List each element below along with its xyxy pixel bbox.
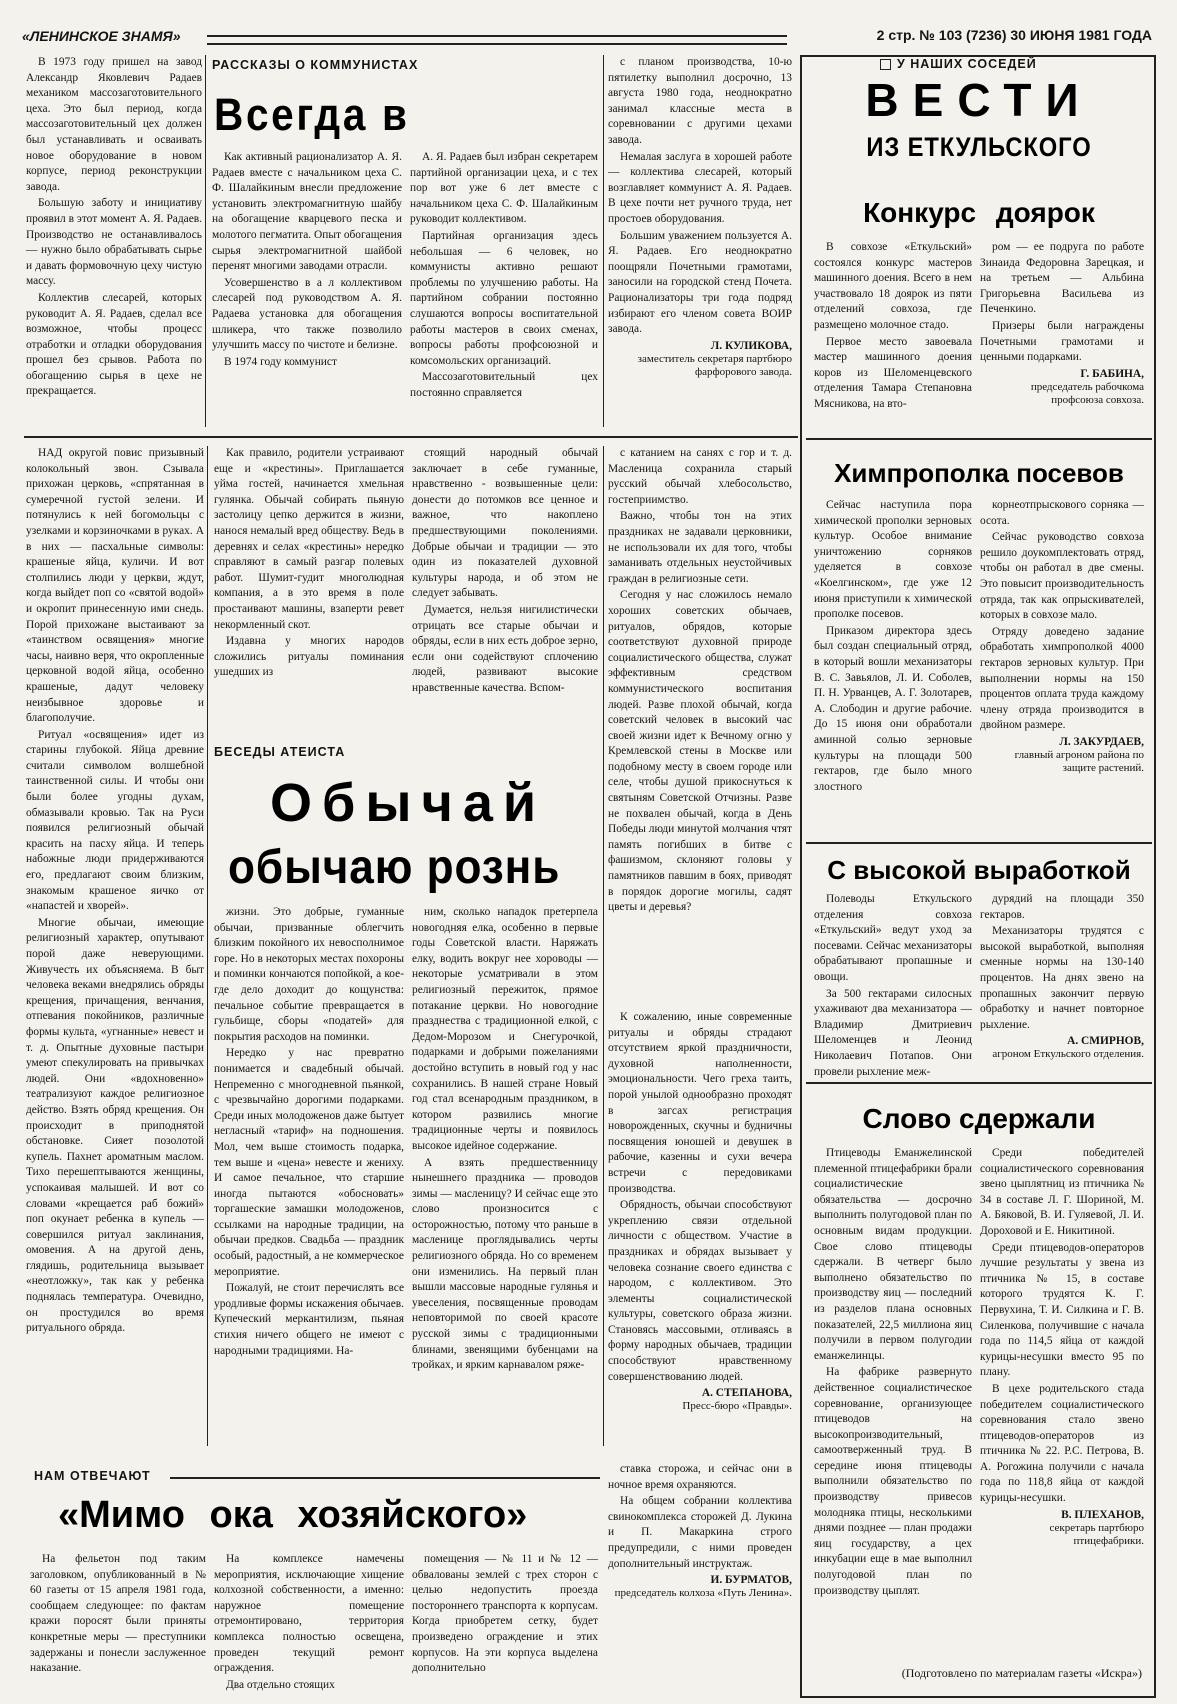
article1-title: Конкурс доярок — [863, 197, 1095, 228]
paragraph: Большим уважением пользуется А. Я. Радаев. Его неоднократно поощряли Почетными грамотами, заносили на городской стенд Почета. Рационализаторы три года подряд избирают его членом совета ВОИР завода. — [608, 229, 792, 336]
paragraph: Два отдельно стоящих — [226, 1678, 335, 1691]
paragraph: Сейчас наступила пора химической прополки зерновых культур. Особое внимание уничтожению сорняков уделяется в совхозе «Коелгинском», где уже 12 июня приступили к химической прополке посевов. — [814, 499, 972, 621]
paragraph: НАД округой повис призывный колокольный звон. Сзывала прихожан церковь, «спрятанная в сумеречной густой зелени. И потянулись к ней богомольцы с узелками и корзиночками в руках. А в них — пасхальные символы: крашеные яйца, куличи. И вот столпились люди у церкви, ждут, когда выйдет поп со «святой водой» и окропит принесенную ими снедь. Порой прихожане выстаивают за «таинством освящения» многие часы, наивно веря, что окропленные церковной водой яйца, особенно крашеные, дадут человеку неизбывное здоровье и благополучие. — [26, 447, 204, 725]
paragraph: В совхозе «Еткульский» состоялся конкурс мастеров машинного доения. Всего в нем участвовало 18 доярок из пяти отделений совхоза, где размещено молочное стадо. — [814, 241, 972, 331]
article4-column-a — [814, 1146, 972, 1658]
article2-column-b — [980, 498, 1144, 838]
story1-signature: Л. КУЛИКОВА, — [710, 339, 792, 352]
article4-title: Слово сдержали — [862, 1103, 1096, 1134]
horizontal-rule — [24, 436, 798, 438]
square-icon — [880, 59, 891, 70]
paragraph: Сейчас руководство совхоза решило доукомплектовать отряд, чтобы он работал в две смены. Это повысит производительность отряда, так как опрыскивателей, которых в совхозе мало. — [980, 531, 1144, 622]
article4-signature-role: секретарь партбюро птицефабрики. — [1049, 1521, 1144, 1547]
paper-name: «ЛЕНИНСКОЕ ЗНАМЯ» — [22, 28, 185, 44]
paragraph: За 500 гектарами силосных ухаживают два механизатора — Владимир Дмитриевич Шеломенцев и Леонид Николаевич Потапов. Они провели рыхление меж- — [814, 987, 972, 1078]
article2-signature-role: главный агроном района по защите растений. — [1014, 748, 1144, 774]
column-rule — [205, 55, 206, 427]
paragraph: Издавна у многих народов сложились ритуалы поминания ушедших из — [214, 635, 404, 679]
story3-column-d — [608, 1462, 792, 1700]
paragraph: Как активный рационализатор А. Я. Радаев вместе с начальником цеха С. Ф. Шалайкиным внесли предложение установить электромагнитную шайбу на обогащение кварцевого песка и молотого пегматита. Опыт обогащения сырья электромагнитной шайбой перенят многими заводами отрасли. — [212, 151, 402, 273]
horizontal-rule — [806, 1082, 1152, 1084]
article1-signature: Г. БАБИНА, — [1080, 367, 1144, 380]
story1-column-b — [212, 150, 402, 430]
story1-column-c — [410, 150, 598, 430]
paragraph: Среди птицеводов-операторов лучшие результаты у звена из птичника № 15, в составе которого трудятся К. Г. Первухина, Т. И. Силкина и Г. В. Силенкова, получившие с начала года по 114,5 яйца от каждой курицы-несушки вместо 95 по плану. — [980, 1241, 1144, 1379]
paragraph: В 1974 году коммунист — [224, 355, 337, 368]
horizontal-rule — [806, 438, 1152, 440]
paragraph: Первое место завоевала мастер машинного доения коров из Шеломенцевского отделения Тамара Степановна Мясникова, на вто- — [814, 335, 972, 410]
paragraph: К сожалению, иные современные ритуалы и обряды страдают отсутствием яркой праздничности, духовной наполненности, эмоциональности. Чего греха таить, порой унылой однообразно проходят в загсах регистрация новорожденных, скучны и будничны посвящения юношей и девушек в рабочие, казенны и сухи вечера встречи с передовиками производства. — [608, 1011, 792, 1195]
paragraph: Полеводы Еткульского отделения совхоза «Еткульский» ведут уход за посевами. Сейчас механизаторы обрабатывают пропашные и овощи. — [814, 893, 972, 983]
paragraph: стоящий народный обычай заключает в себе гуманные, нравственно - возвышенные цели: донести до потомков все ценное и важное, что накоплено предшествующими поколениями. Добрые обычаи и традиции — это один из показателей духовной культуры народа, и об этом не следует забывать. — [412, 447, 598, 600]
story2-rubric: БЕСЕДЫ АТЕИСТА — [214, 745, 346, 759]
story2-column-d — [608, 446, 792, 1006]
article3-column-b — [980, 892, 1144, 1078]
article4-signature: В. ПЛЕХАНОВ, — [1061, 1508, 1144, 1521]
paragraph: с катанием на санях с гор и т. д. Масленица сохранила старый русский обычай хлебосольство, гостеприимство. — [608, 447, 792, 506]
paragraph: На комплексе намечены мероприятия, исключающие хищение колхозной собственности, а именно: наружное помещение отремонтировано, территория комплекса полностью освещена, проведен текущий ремонт ограждения. — [214, 1553, 404, 1675]
sidebar-title-line1: ВЕСТИ — [865, 74, 1093, 126]
masthead-rule — [207, 35, 787, 45]
story2-lower-column-c — [412, 905, 598, 1445]
paragraph: Отряду доведено задание обработать химпрополкой 4000 гектаров зерновых культур. При выполнении нормы на 150 процентов оплата труда каждому члену отряда производится в двойном размере. — [980, 625, 1144, 732]
sidebar-title-line2: ИЗ ЕТКУЛЬСКОГО — [866, 132, 1092, 162]
article2-title: Химпрополка посевов — [834, 458, 1124, 488]
paragraph: ставка сторожа, и сейчас они в ночное время охраняются. — [608, 1463, 792, 1491]
sidebar-rubric-label: У НАШИХ СОСЕДЕЙ — [897, 57, 1037, 71]
story1-column-a — [26, 55, 202, 427]
paragraph: Приказом директора здесь был создан специальный отряд, в который вошли механизаторы В. С. Завьялов, Л. И. Соболев, П. Н. Урванцев, А. Г. Золотарев, А. Слободин и другие рабочие. До 15 июня они обработали аминной солью зерновые культуры на площади 500 гектаров, где было много злостного — [814, 624, 972, 793]
article4-column-b — [980, 1146, 1144, 1658]
story3-column-b — [214, 1552, 404, 1700]
story1-signature-role: заместитель секретаря партбюро фарфорового завода. — [637, 352, 792, 378]
article3-signature: А. СМИРНОВ, — [1067, 1035, 1144, 1048]
paragraph: Думается, нельзя нигилистически отрицать все старые обычаи и обряды, если в них есть доброе зерно, если они содействуют сплочению людей, развивают высокие нравственные качества. Вспом- — [412, 603, 598, 694]
story3-signature: И. БУРМАТОВ, — [710, 1574, 792, 1587]
paragraph: жизни. Это добрые, гуманные обычаи, призванные облегчить близким покойного их невосполнимое горе. Но в некоторых местах похороны и поминки кончаются попойкой, а кое-где дело доходит до кощунства: печальное событие превращается в гульбище, сборы «податей» для покрытия расходов на поминки. — [214, 906, 404, 1043]
paragraph: В цехе родительского стада победителем социалистического соревнования стало звено птицеводов-операторов из птичника № 22. Р.С. Петрова, В. А. Рогожина получили с начала года по 118,8 яйца от каждой курицы-несушки. — [980, 1382, 1144, 1505]
article1-column-b — [980, 240, 1144, 432]
paragraph: На общем собрании коллектива свинокомплекса сторожей Д. Лукина и П. Макаркина строго предупредили, с ними проведен дополнительный инструктаж. — [608, 1495, 792, 1570]
paragraph: Механизаторы трудятся с высокой выработкой, выполняя сменные нормы на 130-140 процентов. На днях звено на пропашных закончит первую обработку и начнет повторное рыхление. — [980, 925, 1144, 1031]
column-rule — [603, 55, 604, 427]
article1-signature-role: председатель рабочкома профсоюза совхоза. — [1030, 380, 1144, 406]
paragraph: Сегодня у нас сложилось немало хороших советских обычаев, ритуалов, обрядов, которые соответствуют духовной природе социалистического общества, служат эффективным средством коммунистического воспитания людей. Разве плохой обычай, когда советский человек в высокий час своей жизни идет к Вечному огню у Кремлевской стены в Москве или подобному месту в своем городе или селе, чтобы душой прикоснуться к святыням Советской Отчизны. Разве не похвален обычай, когда в День Победы люди минутой молчания чтят память погибших в битве с фашизмом, склоняют головы у памятников павшим в боях, приводят в порядок дорогие могилы, садят цветы и деревья? — [608, 589, 792, 914]
story2-column-c — [412, 446, 598, 730]
story2-title-line2: обычаю рознь — [228, 841, 561, 894]
story3-signature-role: председатель колхоза «Путь Ленина». — [614, 1587, 792, 1600]
paragraph: Немалая заслуга в хорошей работе — коллектива слесарей, который возглавляет коммунист А. Я. Радаев. В цехе почти нет ручного труда, нет простоев оборудования. — [608, 150, 792, 225]
paragraph: Птицеводы Еманжелинской племенной птицефабрики брали социалистические обязательства — досрочно выполнить полугодовой план по основным видам продукции. Свое слово птицеводы сдержали. В четверг было выполнено обязательство по производству яиц — последний из разделов плана основных показателей, 22,5 миллиона яиц получили в первом полугодии еманжелинцы. — [814, 1147, 972, 1362]
paragraph: В 1973 году пришел на завод Александр Яковлевич Радаев механиком массозаготовительного цеха. Это был период, когда массозаготовительный цех должен был устанавливать и осваивать новое оборудование в новом корпусе, период реконструкции завода. — [26, 56, 202, 193]
story2-signature-role: Пресс-бюро «Правды». — [682, 1400, 792, 1413]
paragraph: Партийная организация здесь небольшая — 6 человек, но коммунисты активно решают проблемы по улучшению работы. На партийном собрании постоянно слушаются вопросы воспитательной работы мастеров в своих сменах, вопросы работы профсоюзной и комсомольских организаций. — [410, 229, 598, 367]
story2-lower-column-d — [608, 1010, 792, 1446]
paragraph: с планом производства, 10-ю пятилетку выполнил досрочно, 13 августа 1980 года, неоднократно занимал классные места в соревновании с другими цехами завода. — [608, 56, 792, 146]
paragraph: На фабрике развернуто действенное социалистическое соревнование, организующее птицеводов на высокопроизводительный, самоотверженный труд. В середине июня птицеводы выполнили обязательство по производству привесов молодняка птицы, несколькими днями позднее — план продажи яиц государству, а цех инкубации еще в мае выполнил полугодовой план по производству цыплят. — [814, 1366, 972, 1597]
masthead — [22, 27, 1152, 49]
paragraph: Среди победителей социалистического соревнования звено цыплятниц из птичника № 34 в составе Л. Г. Шориной, М. А. Бяковой, В. И. Гуляевой, Л. И. Дороховой и Е. Никитиной. — [980, 1147, 1144, 1237]
paragraph: На фельетон под таким заголовком, опубликованный в № 60 газеты от 15 апреля 1981 года, сообщаем следующее: по фактам кражи поросят были приняты конкретные меры — преступники задержаны и понесли заслуженное наказание. — [30, 1553, 206, 1675]
paragraph: ним, сколько нападок претерпела новогодняя елка, особенно в первые годы Советской власти. Наряжать елку, водить вокруг нее хороводы — некоторые усматривали в этом религиозный пережиток, прямое потакание церкви. Но новогодние празднества с традиционной елкой, с Дедом-Морозом и Снегурочкой, подарками и добрыми пожеланиями достойно вступить в новый год у нас сохранились. В нашей стране Новый год стал всенародным праздником, в котором развились многие традиционные черты и появилось высокое идейное содержание. — [412, 906, 598, 1152]
column-rule — [207, 446, 208, 1446]
paragraph: Как правило, родители устраивают еще и «крестины». Приглашается уйма гостей, начинается хмельная гулянка. Обычай собирать пьяную застолицу цепко держится в жизни, нанося немалый вред обществу. Ведь в деревнях и селах «крестины» нередко справляют в самый разгар полевых работ. Шумит-гудит многолюдная компания, а в это время в поле простаивают машины, взаперти ревет некормленный скот. — [214, 447, 404, 631]
paragraph: корнеотпрыскового сорняка — осота. — [980, 499, 1144, 527]
paragraph: дурядий на площади 350 гектаров. — [980, 893, 1144, 921]
story1-column-d — [608, 55, 792, 430]
article3-column-a — [814, 892, 972, 1078]
paragraph: Пожалуй, не стоит перечислять все уродливые формы искажения обычаев. Купеческий меркантилизм, пьяная стихия ничего общего не имеют с народными традициями. На- — [214, 1282, 404, 1357]
column-rule — [603, 446, 604, 1446]
article1-column-a — [814, 240, 972, 432]
story2-lower-column-b — [214, 905, 404, 1445]
paragraph: Большую заботу и инициативу проявил в этот момент А. Я. Радаев. Производство не останавливалось — нужно было обрабатывать сырье и давать формовочную цеху чистую массу. — [26, 197, 202, 288]
paragraph: Обрядность, обычаи способствуют укреплению связи отдельной личности с обществом. Участие в праздниках и обрядах вызывает у человека сознание своего единства с народом, с коллективом. Это элементы социалистической культуры, советского образа жизни. Становясь массовыми, отливаясь в форму народных обычаев, традиции способствуют нравственному совершенствованию людей. — [608, 1199, 792, 1383]
paragraph: ром — ее подруга по работе Зинаида Федоровна Зарецкая, и на третьем — Альбина Григорьевна Васильева из Печенкино. — [980, 241, 1144, 316]
story3-title: «Мимо ока хозяйского» — [58, 1494, 528, 1536]
story2-signature: А. СТЕПАНОВА, — [701, 1387, 792, 1400]
paragraph: Массозаготовительный цех постоянно справляется — [410, 371, 598, 399]
story3-column-c — [412, 1552, 598, 1700]
paragraph: А. Я. Радаев был избран секретарем партийной организации цеха, и с тех пор вот уже 6 лет вместе с начальником цеха С. Ф. Шалайкиным руководит коллективом. — [410, 151, 598, 226]
paragraph: Призеры были награждены Почетными грамотами и ценными подарками. — [980, 319, 1144, 364]
article3-title: С высокой выработкой — [827, 855, 1131, 885]
paragraph: Усовершенство в а л коллективом слесарей под руководством А. Я. Радаева установка для обогащения шликера, что также позволило улучшить массу по чистоте и белизне. — [212, 276, 402, 352]
story2-title-line1: Обычай — [270, 773, 547, 833]
article2-signature: Л. ЗАКУРДАЕВ, — [1059, 735, 1144, 748]
paragraph: Многие обычаи, имеющие религиозный характер, опутывают порой даже неверующими. Живучесть их объясняема. В быт человека веками внедрялись обряды крещения, причащения, венчания, отпевания покойников, различные формы культа, «угнанные» невест и т. д. Опытные духовные пастыри умеют спекулировать на привычках людей. Они «вдохновенно» театрализуют каждое религиозное действо. Взять обряд крещения. Он происходит в приподнятой обстановке. Сияет позолотой купель. Пахнет ароматным маслом. Тихо перешептываются женщины, успокаивая малышей. И вот со словами «крещается раб божий» поп окунает ребенка в купель — совершился ритуал заклинания, омовения. А на другой день, глядишь, родительница вызывает «неотложку», так как у ребенка поднялась температура. Очевидно, он простудился во время ритуального обряда. — [26, 916, 204, 1335]
article2-column-a — [814, 498, 972, 838]
issue-line: 2 стр. № 103 (7236) 30 ИЮНЯ 1981 ГОДА — [876, 27, 1152, 43]
story1-title: Всегда в — [214, 89, 410, 140]
story3-rubric: НАМ ОТВЕЧАЮТ — [34, 1469, 174, 1485]
story2-column-a — [26, 446, 204, 1446]
story3-column-a — [30, 1552, 206, 1700]
sidebar-footer-note: (Подготовлено по материалам газеты «Искра») — [901, 1666, 1142, 1680]
paragraph: Коллектив слесарей, которых руководит А. Я. Радаев, сделал все возможное, чтобы процесс отработки и отладки оборудования прошел без срывов. Работа по обогащению сырья в цехе не прекращается. — [26, 291, 202, 398]
story2-column-b — [214, 446, 404, 730]
horizontal-rule — [170, 1477, 600, 1479]
paragraph: Нередко у нас превратно понимается и свадебный обычай. Непременно с многодневной пьянкой, с чрезвычайно дорогими подарками. Среди иных молодоженов даже бытует негласный «тариф» на подношения. Мол, чем выше стоимость подарка, тем выше и «цена» невесте и жениху. И самое печальное, что старшие иногда пытаются «обосновать» торгашеские замашки молодоженов, ссылками на народные традиции, на обычаи предков. Свадьба — праздник особый, радостный, а не коммерческое мероприятие. — [214, 1047, 404, 1278]
story1-rubric: РАССКАЗЫ О КОММУНИСТАХ — [212, 58, 419, 72]
paragraph: Ритуал «освящения» идет из старины глубокой. Яйца древние считали символом волшебной таинственной силы. И чтобы они были более угодны духам, обмазывали кровью. Так на Руси появился религиозный обычай красить на пасху яйца. И теперь набожные люди придерживаются его, предлагают своим близким, знакомым крашеное яичко от «напастей и хворей». — [26, 728, 204, 913]
paragraph: Важно, чтобы тон на этих праздниках не задавали церковники, не использовали их для того, чтобы заманивать отдельных неустойчивых граждан в религиозные сети. — [608, 510, 792, 585]
paragraph: помещения — № 11 и № 12 — обвалованы землей с трех сторон с целью недопустить проезда постороннего транспорта к корпусам. Когда приобретем сетку, будет произведено ограждение и этих корпусов. На эти корпуса выделена дополнительно — [412, 1553, 598, 1675]
paragraph: А взять предшественницу нынешнего праздника — проводов зимы — масленицу? И сейчас еще это слово произносится с осторожностью, потому что раньше в масленице проглядывались черты религиозного обряда. Но со временем они изменились. На первый план вышли массовые народные гулянья и увеселения, посвященные проводам неповторимой по своей красоте русской зимы с традиционными блинами, звенящими бубенцами на тройках, и ярким карнавалом ряже- — [412, 1156, 598, 1372]
horizontal-rule — [806, 842, 1152, 844]
article3-signature-role: агроном Еткульского отделения. — [992, 1048, 1144, 1061]
